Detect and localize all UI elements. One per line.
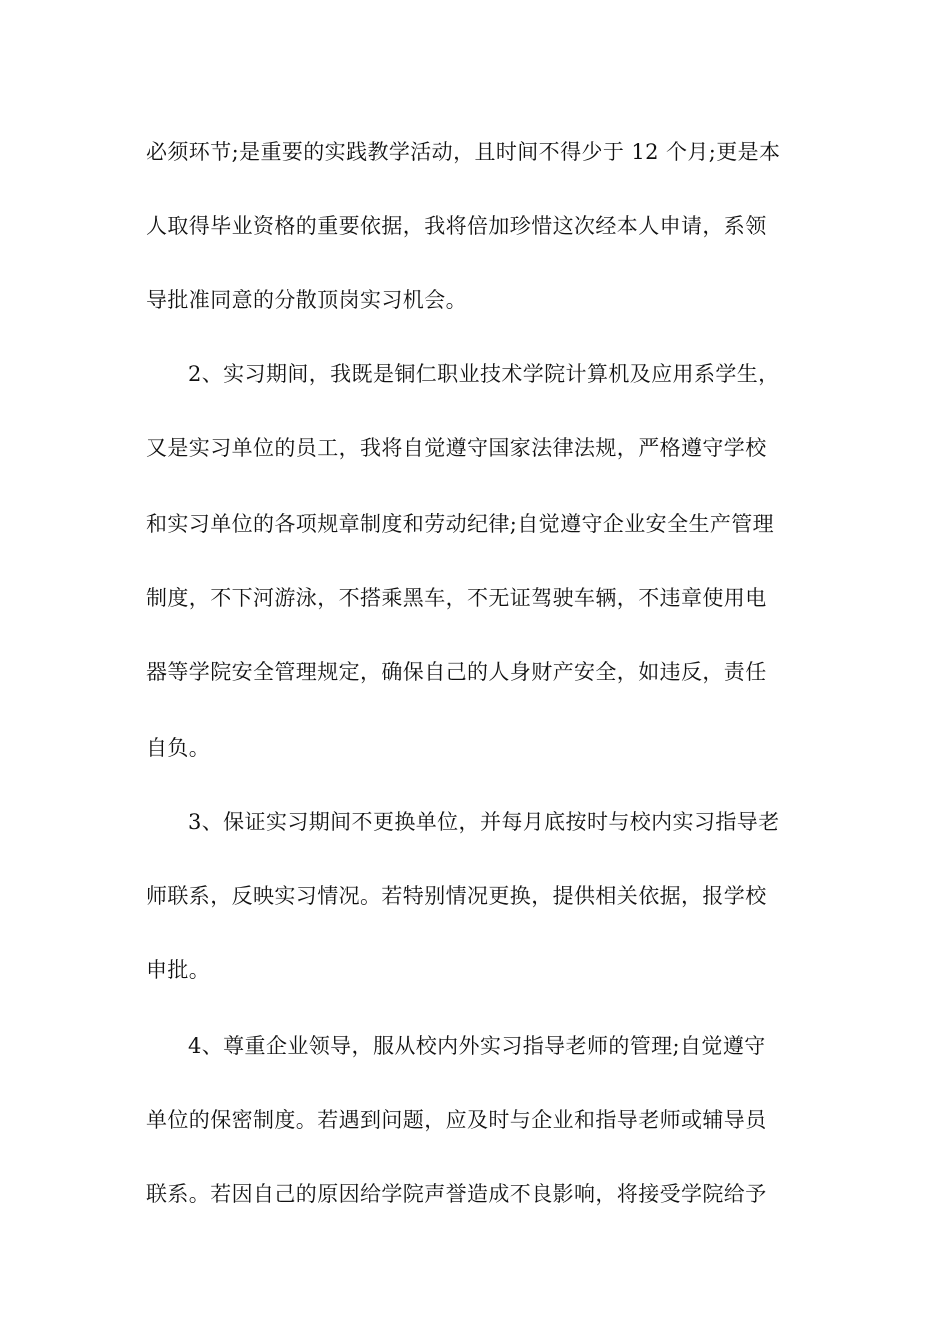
- text-line: 单位的保密制度。若遇到问题，应及时与企业和指导老师或辅导员: [146, 1108, 767, 1132]
- text-line: 必须环节;是重要的实践教学活动，且时间不得少于 12 个月;更是本: [146, 140, 781, 164]
- text-line: 又是实习单位的员工，我将自觉遵守国家法律法规，严格遵守学校: [146, 436, 767, 460]
- text-line: 和实习单位的各项规章制度和劳动纪律;自觉遵守企业安全生产管理: [146, 512, 775, 536]
- text-line: 3、保证实习期间不更换单位，并每月底按时与校内实习指导老: [188, 810, 780, 834]
- text-line: 申批。: [146, 958, 211, 982]
- text-line: 联系。若因自己的原因给学院声誉造成不良影响，将接受学院给予: [146, 1182, 767, 1206]
- text-line: 自负。: [146, 736, 211, 760]
- text-line: 器等学院安全管理规定，确保自己的人身财产安全，如违反，责任: [146, 660, 767, 684]
- text-line: 导批准同意的分散顶岗实习机会。: [146, 288, 467, 312]
- text-line: 人取得毕业资格的重要依据，我将倍加珍惜这次经本人申请，系领: [146, 214, 767, 238]
- text-line: 4、尊重企业领导，服从校内外实习指导老师的管理;自觉遵守: [188, 1034, 766, 1058]
- text-line: 2、实习期间，我既是铜仁职业技术学院计算机及应用系学生，: [188, 362, 780, 386]
- text-line: 制度，不下河游泳，不搭乘黑车，不无证驾驶车辆，不违章使用电: [146, 586, 767, 610]
- text-line: 师联系，反映实习情况。若特别情况更换，提供相关依据，报学校: [146, 884, 767, 908]
